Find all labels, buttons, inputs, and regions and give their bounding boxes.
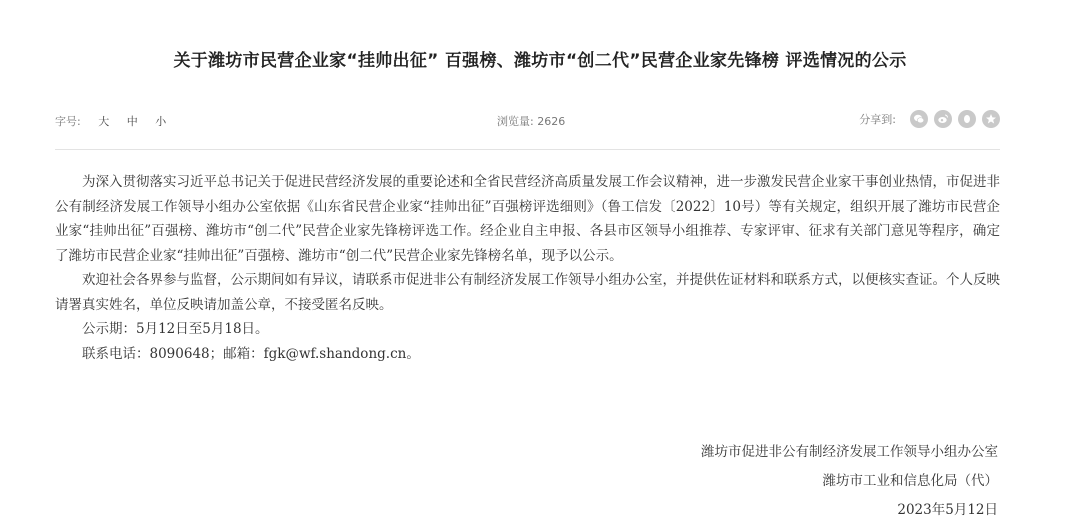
divider bbox=[55, 149, 1000, 150]
wechat-icon[interactable] bbox=[910, 110, 928, 128]
paragraph-supervision: 欢迎社会各界参与监督，公示期间如有异议，请联系市促进非公有制经济发展工作领导小组办公室，并提供佐证材料和联系方式，以便核实查证。个人反映请署真实姓名，单位反映请加盖公章，不接受匿名反映。 bbox=[55, 272, 1000, 313]
signature-org-2: 潍坊市工业和信息化局（代） bbox=[822, 473, 998, 489]
font-small-button[interactable]: 小 bbox=[155, 115, 167, 128]
signature-org-1: 潍坊市促进非公有制经济发展工作领导小组办公室 bbox=[701, 444, 998, 460]
share-label: 分享到: bbox=[859, 113, 896, 126]
font-size-label: 字号: bbox=[55, 115, 81, 128]
article-body bbox=[55, 170, 1000, 366]
share-bar bbox=[859, 110, 1000, 128]
paragraph-contact: 联系电话：8090648；邮箱：fgk@wf.shandong.cn。 bbox=[82, 345, 420, 362]
paragraph-intro: 为深入贯彻落实习近平总书记关于促进民营经济发展的重要论述和全省民营经济高质量发展工作会议精神，进一步激发民营企业家干事创业热情，市促进非公有制经济发展工作领导小组办公室依据《山东省民营企业家“挂帅出征”百强榜评选细则》（鲁工信发〔2022〕10号）等有关规定，组织开展了潍坊市民营企业家“挂帅出征”百强榜、潍坊市“创二代”民营企业家先锋榜评选工作。经企业自主申报、各县市区领导小组推荐、专家评审、征求有关部门意见等程序，确定了潍坊市民营企业家“挂帅出征”百强榜、潍坊市“创二代”民营企业家先锋榜名单，现予以公示。 bbox=[55, 174, 1000, 264]
font-large-button[interactable]: 大 bbox=[98, 115, 110, 128]
weibo-icon[interactable] bbox=[934, 110, 952, 128]
view-count: 浏览量: 2626 bbox=[497, 115, 566, 128]
article-toolbar bbox=[55, 110, 1000, 132]
signature-date: 2023年5月12日 bbox=[897, 502, 998, 518]
qq-icon[interactable] bbox=[958, 110, 976, 128]
page-title: 关于潍坊市民营企业家“挂帅出征” 百强榜、潍坊市“创二代”民营企业家先锋榜 评选情况的公示 bbox=[173, 51, 907, 71]
font-medium-button[interactable]: 中 bbox=[126, 115, 138, 128]
paragraph-period: 公示期：5月12日至5月18日。 bbox=[82, 321, 269, 337]
qzone-icon[interactable] bbox=[982, 110, 1000, 128]
font-size-control bbox=[55, 113, 180, 129]
